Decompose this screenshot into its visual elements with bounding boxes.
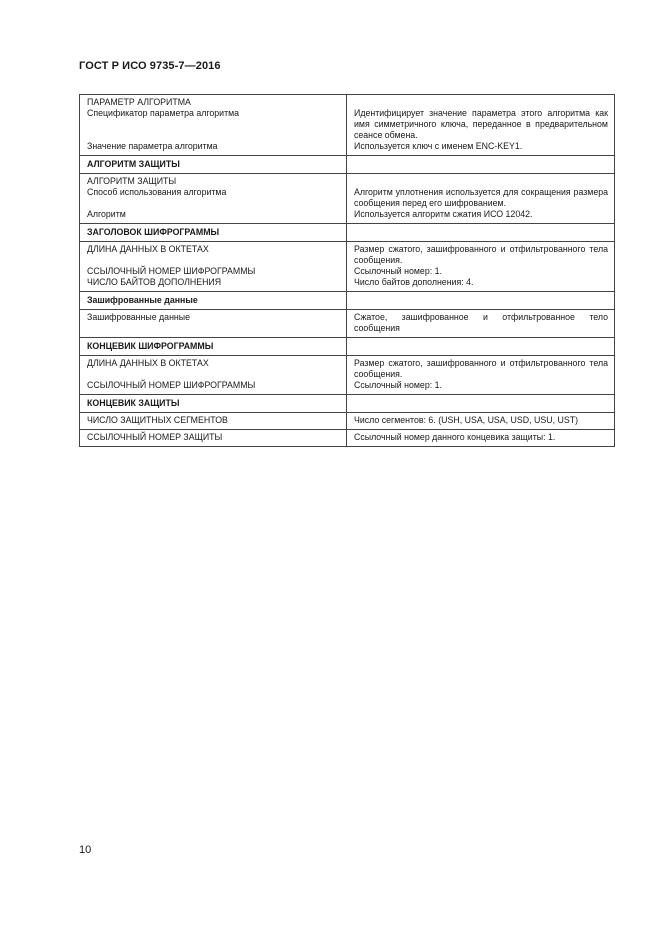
table-row <box>80 242 615 292</box>
table-row <box>80 174 615 224</box>
document-header: ГОСТ Р ИСО 9735-7—2016 <box>79 60 221 72</box>
section-heading: ЗАГОЛОВОК ШИФРОГРАММЫ <box>80 224 347 242</box>
table-cell-empty <box>347 292 615 310</box>
table-cell-right: Сжатое, зашифрованное и отфильтрованное тело сообщения <box>347 310 615 338</box>
cell-text: ДЛИНА ДАННЫХ В ОКТЕТАХ <box>87 358 209 368</box>
cell-text: ССЫЛОЧНЫЙ НОМЕР ШИФРОГРАММЫ <box>87 380 256 390</box>
cell-text: ДЛИНА ДАННЫХ В ОКТЕТАХ <box>87 244 209 254</box>
cell-text: АЛГОРИТМ ЗАЩИТЫ <box>87 176 177 186</box>
table-row <box>80 310 615 338</box>
segment-table <box>79 94 615 447</box>
cell-text: ПАРАМЕТР АЛГОРИТМА <box>87 97 191 107</box>
table-cell-left: ЧИСЛО ЗАЩИТНЫХ СЕГМЕНТОВ <box>80 413 347 430</box>
cell-text: Значение параметра алгоритма <box>87 141 218 151</box>
cell-text: Используется ключ с именем ENC-KEY1. <box>354 141 523 151</box>
table-cell-right <box>347 95 615 156</box>
table-cell-left <box>80 356 347 395</box>
table-row <box>80 430 615 447</box>
table-row <box>80 356 615 395</box>
cell-text: Используется алгоритм сжатия ИСО 12042. <box>354 209 533 219</box>
table-cell-empty <box>347 224 615 242</box>
section-heading: АЛГОРИТМ ЗАЩИТЫ <box>80 156 347 174</box>
page-number: 10 <box>79 844 92 856</box>
table-cell-right: Число сегментов: 6. (USH, USA, USA, USD, USU, UST) <box>347 413 615 430</box>
cell-text: Алгоритм <box>87 209 126 219</box>
section-heading: КОНЦЕВИК ЗАЩИТЫ <box>80 395 347 413</box>
table-cell-left <box>80 242 347 292</box>
cell-text: Число байтов дополнения: 4. <box>354 277 474 287</box>
cell-text: ЧИСЛО БАЙТОВ ДОПОЛНЕНИЯ <box>87 277 222 287</box>
table-cell-left <box>80 95 347 156</box>
section-heading: КОНЦЕВИК ШИФРОГРАММЫ <box>80 338 347 356</box>
table-cell-left <box>80 174 347 224</box>
table-row <box>80 95 615 156</box>
cell-text: Ссылочный номер: 1. <box>354 266 442 276</box>
section-row <box>80 395 615 413</box>
table-cell-empty <box>347 156 615 174</box>
cell-text: Размер сжатого, зашифрованного и отфильтрованного тела сообщения. <box>354 358 608 379</box>
table-cell-empty <box>347 395 615 413</box>
table-cell-left: Зашифрованные данные <box>80 310 347 338</box>
table-cell-right: Ссылочный номер данного концевика защиты: 1. <box>347 430 615 447</box>
cell-text: Размер сжатого, зашифрованного и отфильтрованного тела сообщения. <box>354 244 608 265</box>
cell-text: Способ использования алгоритма <box>87 187 227 197</box>
section-row <box>80 224 615 242</box>
table-cell-right <box>347 242 615 292</box>
table-cell-right <box>347 356 615 395</box>
cell-text: ССЫЛОЧНЫЙ НОМЕР ШИФРОГРАММЫ <box>87 266 256 276</box>
table-cell-empty <box>347 338 615 356</box>
section-row <box>80 156 615 174</box>
cell-text: Ссылочный номер: 1. <box>354 380 442 390</box>
section-row <box>80 292 615 310</box>
table-cell-right <box>347 174 615 224</box>
section-row <box>80 338 615 356</box>
table-cell-left: ССЫЛОЧНЫЙ НОМЕР ЗАЩИТЫ <box>80 430 347 447</box>
table-row <box>80 413 615 430</box>
cell-text: Идентифицирует значение параметра этого алгоритма как имя симметричного ключа, переданное в предварительном сеансе обмена. <box>354 108 608 140</box>
section-heading: Зашифрованные данные <box>80 292 347 310</box>
cell-text: Алгоритм уплотнения используется для сокращения размера сообщения перед его шифрованием. <box>354 187 608 208</box>
cell-text: Спецификатор параметра алгоритма <box>87 108 240 118</box>
